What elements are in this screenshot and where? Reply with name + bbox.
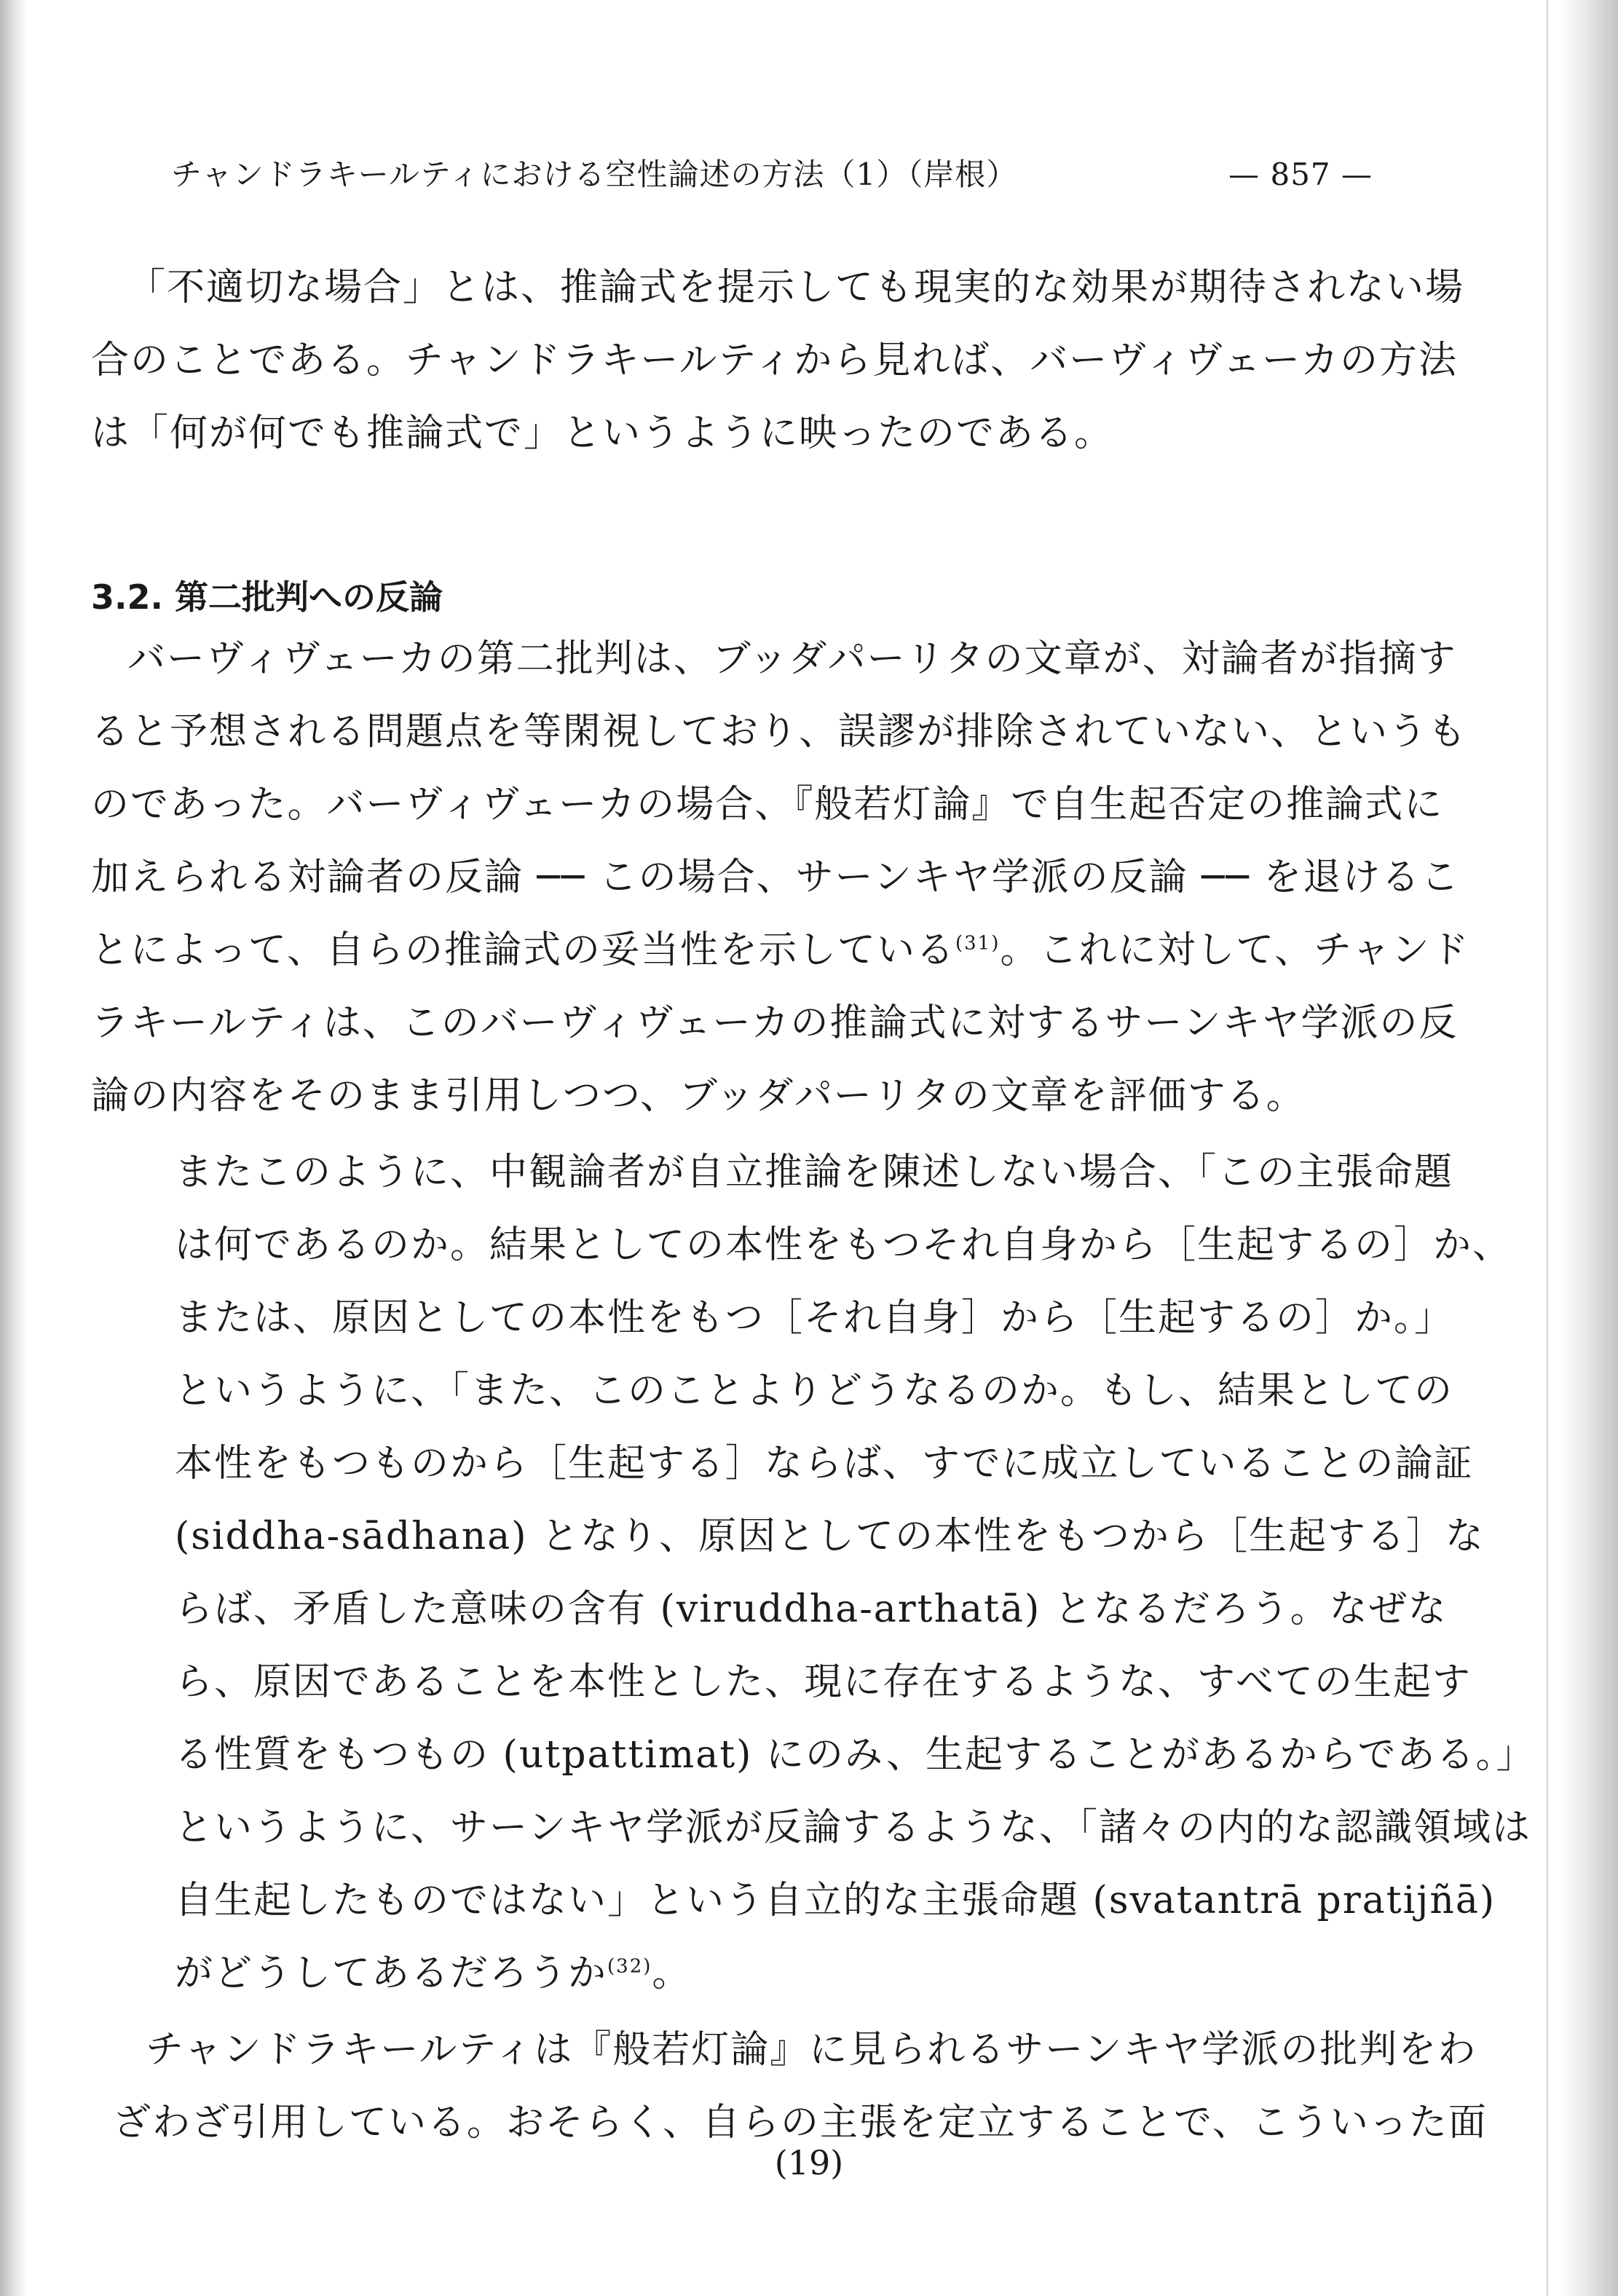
intro-line-2: 合のことである。チャンドラキールティから見れば、バーヴィヴェーカの方法 (91, 339, 1459, 382)
section-heading: 3.2. 第二批判への反論 (91, 577, 443, 617)
running-head (171, 149, 1373, 200)
scan-edge-right (1560, 0, 1618, 2296)
quote-line-12 (175, 1937, 691, 2010)
scan-edge-left (0, 0, 26, 2296)
scan-binding-line (1547, 0, 1548, 2296)
para2-line-6: ラキールティは、このバーヴィヴェーカの推論式に対するサーンキヤ学派の反 (91, 1001, 1459, 1045)
quote-line-7: らば、矛盾した意味の含有 (viruddha-arthatā) となるだろう。なぜな (175, 1587, 1448, 1631)
para2-line-3: のであった。バーヴィヴェーカの場合、『般若灯論』で自生起否定の推論式に (91, 783, 1444, 827)
para2-line-7: 論の内容をそのまま引用しつつ、ブッダパーリタの文章を評価する。 (91, 1074, 1306, 1118)
para2-line-5 (91, 914, 1470, 987)
quote-line-11: 自生起したものではない」という自立的な主張命題 (svatantrā pratijñā) (175, 1879, 1496, 1922)
intro-line-3: は「何が何でも推論式で」というように映ったのである。 (91, 411, 1114, 455)
quote-line-8: ら、原因であることを本性とした、現に存在するような、すべての生起す (175, 1660, 1472, 1704)
quote-line-4: というように、「また、このことよりどうなるのか。もし、結果としての (175, 1369, 1454, 1413)
quote-line-10: というように、サーンキヤ学派が反論するような、「諸々の内的な認識領域は (175, 1806, 1531, 1850)
footnote-ref-31: (31) (955, 932, 1001, 955)
para2-line-5-rest: 。これに対して、チャンド (1000, 928, 1470, 972)
para2-line-5-text: とによって、自らの推論式の妥当性を示している (91, 928, 955, 972)
quote-line-3: または、原因としての本性をもつ［それ自身］から［生起するの］か。」 (175, 1296, 1454, 1340)
para2-line-2: ると予想される問題点を等閑視しており、誤謬が排除されていない、というも (91, 710, 1468, 754)
quote-line-2: は何であるのか。結果としての本性をもつそれ自身から［生起するの］か、 (175, 1223, 1512, 1267)
para3-line-1: チャンドラキールティは『般若灯論』に見られるサーンキヤ学派の批判をわ (146, 2028, 1477, 2072)
quote-line-5: 本性をもつものから［生起する］ならば、すでに成立していることの論証 (175, 1442, 1474, 1486)
quote-line-12-text: がどうしてあるだろうか (175, 1952, 608, 1995)
journal-page-number: — 857 — (1228, 157, 1373, 192)
quote-line-9: る性質をもつもの (utpattimat) にのみ、生起することがあるからである。」 (175, 1733, 1536, 1777)
footer-page-number: (19) (774, 2143, 844, 2182)
para2-line-1: バーヴィヴェーカの第二批判は、ブッダパーリタの文章が、対論者が指摘す (127, 637, 1457, 681)
footnote-ref-32: (32) (607, 1955, 652, 1978)
para3-line-2: ざわざ引用している。おそらく、自らの主張を定立することで、こういった面 (113, 2101, 1488, 2145)
running-title: チャンドラキールティにおける空性論述の方法（1）（岸根） (171, 157, 1018, 192)
quote-line-1: またこのように、中観論者が自立推論を陳述しない場合、「この主張命題 (175, 1151, 1454, 1194)
quote-line-12-rest: 。 (652, 1952, 692, 1995)
quote-line-6: (siddha-sādhana) となり、原因としての本性をもつから［生起する］な (175, 1515, 1485, 1558)
intro-line-1: 「不適切な場合」とは、推論式を提示しても現実的な効果が期待されない場 (127, 266, 1465, 309)
para2-line-4: 加えられる対論者の反論 ── この場合、サーンキヤ学派の反論 ── を退けるこ (91, 856, 1461, 899)
